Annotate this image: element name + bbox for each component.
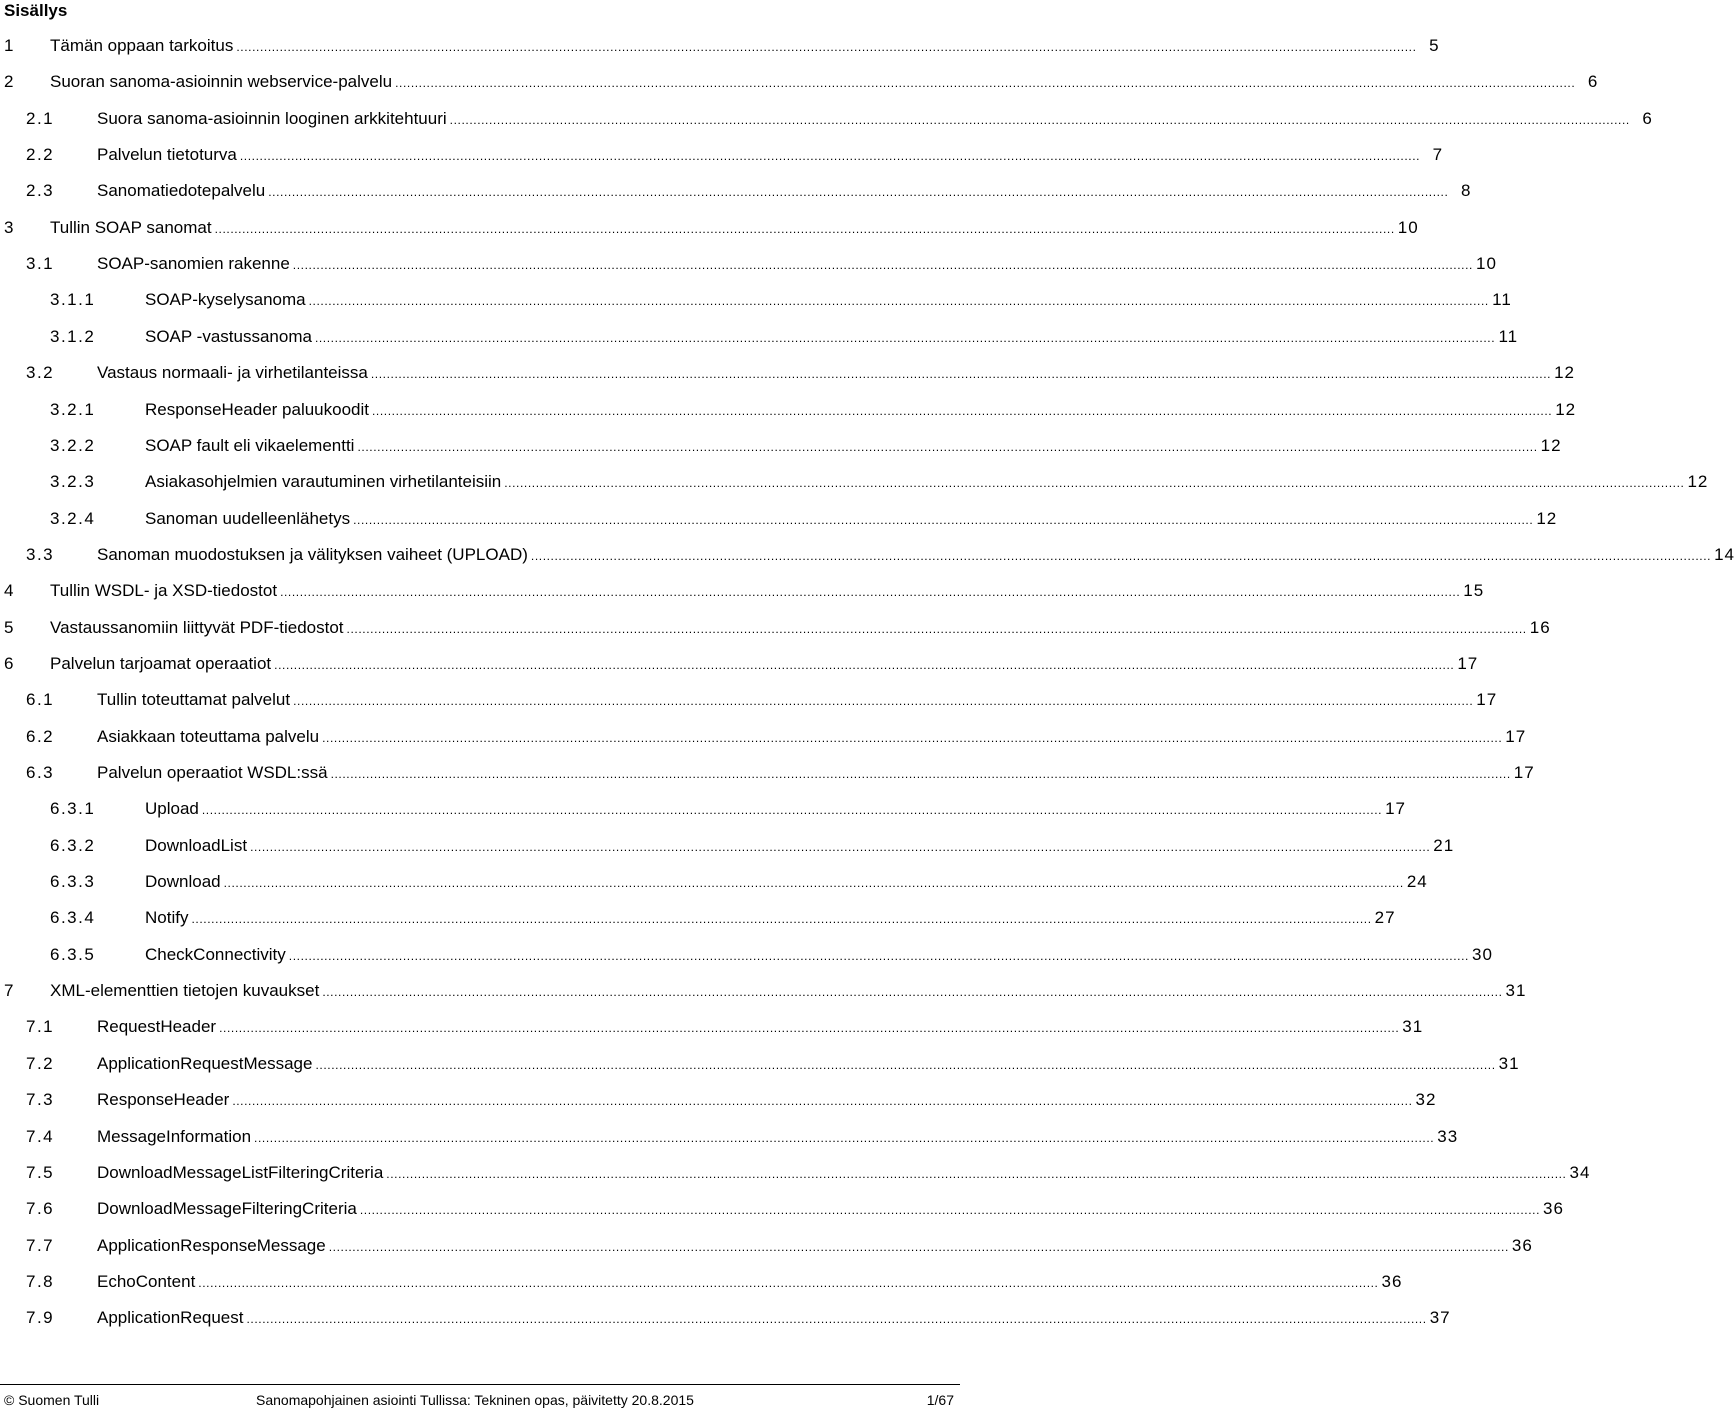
toc-entry[interactable]	[0, 1009, 1424, 1045]
toc-entry[interactable]	[0, 610, 1551, 646]
toc-entry-title-line	[145, 464, 1709, 501]
toc-entry-page: 10	[1475, 254, 1497, 274]
toc-entry-page: 37	[1429, 1308, 1451, 1328]
toc-dot-leader: ............................................................................................................................................................................................................................................................................................................	[214, 221, 1395, 236]
toc-dot-leader: ............................................................................................................................................................................................................................................................................................................	[395, 76, 1576, 91]
footer-document-title: Sanomapohjainen asiointi Tullissa: Tekninen opas, päivitetty 20.8.2015	[256, 1392, 694, 1408]
toc-dot-leader: ............................................................................................................................................................................................................................................................................................................	[191, 912, 1372, 927]
toc-entry-title-line	[145, 392, 1577, 429]
toc-entry-title-line	[145, 828, 1455, 865]
toc-entry-number: 6.3.1	[50, 799, 96, 819]
toc-entry-title-line	[97, 246, 1497, 283]
toc-entry-title-line	[97, 719, 1527, 756]
toc-entry-title: Palvelun tietoturva	[97, 145, 237, 165]
toc-entry-page: 34	[1569, 1162, 1591, 1182]
toc-entry-number: 6.3.5	[50, 944, 96, 964]
toc-entry-title-line	[97, 1046, 1520, 1083]
toc-entry-number: 4	[4, 581, 15, 601]
toc-entry-number: 6.3.2	[50, 835, 96, 855]
toc-entry-number: 5	[4, 617, 15, 637]
toc-entry-number: 7.1	[26, 1017, 55, 1037]
toc-dot-leader: ............................................................................................................................................................................................................................................................................................................	[328, 1239, 1509, 1254]
toc-entry-page: 14	[1714, 544, 1735, 564]
toc-entry-title-line	[50, 210, 1419, 247]
toc-entry-page: 5	[1429, 36, 1440, 55]
toc-dot-leader: ............................................................................................................................................................................................................................................................................................................	[315, 1057, 1496, 1072]
toc-entry-title: SOAP-sanomien rakenne	[97, 254, 290, 274]
toc-entry-title: ResponseHeader paluukoodit	[145, 399, 369, 419]
toc-entry-title: Suoran sanoma-asioinnin webservice-palvelu	[50, 72, 393, 92]
toc-dot-leader: ............................................................................................................................................................................................................................................................................................................	[250, 839, 1431, 854]
toc-entry-page: 11	[1498, 326, 1519, 346]
toc-entry-title: Sanoman uudelleenlähetys	[145, 508, 351, 528]
toc-entry-title-line	[97, 1119, 1459, 1156]
toc-entry[interactable]	[0, 573, 1485, 609]
toc-dot-leader: ............................................................................................................................................................................................................................................................................................................	[268, 185, 1449, 200]
toc-entry[interactable]	[0, 28, 1440, 64]
toc-entry-title: CheckConnectivity	[145, 944, 286, 964]
toc-entry[interactable]	[0, 210, 1419, 246]
toc-entry[interactable]	[0, 392, 1577, 428]
toc-entry-number: 3.1.1	[50, 290, 96, 310]
toc-entry[interactable]	[0, 1155, 1591, 1191]
toc-entry-title-line	[50, 573, 1485, 610]
toc-entry-title-line	[97, 1264, 1403, 1301]
toc-entry-page: 36	[1511, 1235, 1533, 1255]
toc-dot-leader: ............................................................................................................................................................................................................................................................................................................	[274, 657, 1455, 672]
toc-entry-title-line	[97, 682, 1498, 719]
toc-dot-leader: ............................................................................................................................................................................................................................................................................................................	[372, 403, 1553, 418]
toc-entry-page: 24	[1406, 872, 1428, 892]
toc-entry-page: 31	[1505, 981, 1527, 1001]
toc-entry[interactable]	[0, 828, 1455, 864]
toc-entry[interactable]	[0, 101, 1653, 137]
toc-entry-number: 3.2	[26, 363, 55, 383]
toc-entry[interactable]	[0, 646, 1479, 682]
toc-dot-leader: ............................................................................................................................................................................................................................................................................................................	[314, 330, 1496, 345]
toc-entry-title: Vastaus normaali- ja virhetilanteissa	[97, 363, 368, 383]
toc-entry[interactable]	[0, 1046, 1520, 1082]
toc-dot-leader: ............................................................................................................................................................................................................................................................................................................	[386, 1166, 1567, 1181]
toc-entry-title-line	[97, 1191, 1564, 1228]
toc-entry-number: 6.3.3	[50, 872, 96, 892]
toc-entry-number: 6	[4, 653, 15, 673]
toc-entry[interactable]	[0, 791, 1406, 827]
toc-entry-title: Download	[145, 872, 221, 892]
toc-entry[interactable]	[0, 900, 1396, 936]
toc-dot-leader: ............................................................................................................................................................................................................................................................................................................	[353, 512, 1534, 527]
toc-entry[interactable]	[0, 1119, 1459, 1155]
toc-entry-page: 36	[1543, 1199, 1564, 1219]
toc-entry-title: Tämän oppaan tarkoitus	[50, 36, 234, 55]
toc-entry[interactable]	[0, 355, 1575, 391]
toc-entry-title-line	[145, 864, 1428, 901]
toc-entry-page: 32	[1415, 1090, 1437, 1110]
toc-entry-title: Sanomatiedotepalvelu	[97, 181, 266, 201]
toc-dot-leader: ............................................................................................................................................................................................................................................................................................................	[219, 1021, 1400, 1036]
toc-entry-page: 12	[1555, 399, 1577, 419]
toc-entry-page: 17	[1457, 653, 1479, 673]
toc-entry-title-line	[97, 355, 1575, 392]
toc-entry-title: Tullin toteuttamat palvelut	[97, 690, 291, 710]
toc-entry[interactable]	[0, 1082, 1437, 1118]
toc-entry-title-line	[145, 428, 1562, 465]
toc-entry[interactable]	[0, 464, 1709, 500]
toc-dot-leader: ............................................................................................................................................................................................................................................................................................................	[239, 149, 1421, 164]
toc-entry-page: 10	[1397, 217, 1419, 237]
toc-entry-page: 12	[1687, 472, 1709, 492]
toc-entry[interactable]	[0, 64, 1599, 100]
toc-entry-number: 7.2	[26, 1053, 55, 1073]
toc-entry[interactable]	[0, 755, 1535, 791]
footer-page-number: 1/67	[926, 1392, 954, 1408]
toc-entry-title-line	[97, 537, 1735, 574]
toc-entry-title: ApplicationResponseMessage	[97, 1235, 326, 1255]
toc-dot-leader: ............................................................................................................................................................................................................................................................................................................	[359, 1203, 1541, 1218]
toc-entry[interactable]	[0, 1191, 1564, 1227]
toc-entry-number: 7.5	[26, 1162, 55, 1182]
toc-entry-number: 6.2	[26, 726, 55, 746]
toc-entry-page: 27	[1374, 908, 1396, 928]
toc-entry[interactable]	[0, 319, 1519, 355]
toc-entry-title: Asiakasohjelmien varautuminen virhetilanteisiin	[145, 472, 502, 492]
toc-entry-page: 31	[1498, 1053, 1520, 1073]
toc-entry-page: 12	[1554, 363, 1575, 383]
toc-entry-title-line	[50, 646, 1479, 683]
toc-heading: Sisällys	[4, 1, 68, 20]
toc-entry-number: 3	[4, 217, 15, 237]
toc-entry-page: 12	[1540, 435, 1562, 455]
toc-dot-leader: ............................................................................................................................................................................................................................................................................................................	[308, 294, 1489, 309]
toc-dot-leader: ............................................................................................................................................................................................................................................................................................................	[246, 1312, 1427, 1327]
toc-entry-title-line	[97, 755, 1535, 792]
toc-entry-title: SOAP -vastussanoma	[145, 326, 312, 346]
toc-entry-title: RequestHeader	[97, 1017, 217, 1037]
toc-entry-title: DownloadList	[145, 835, 248, 855]
toc-entry-number: 7.9	[26, 1308, 55, 1328]
toc-entry[interactable]	[0, 246, 1497, 282]
toc-entry[interactable]	[0, 537, 1735, 573]
toc-entry[interactable]	[0, 1228, 1533, 1264]
toc-dot-leader: ............................................................................................................................................................................................................................................................................................................	[292, 258, 1473, 273]
toc-entry-number: 3.2.2	[50, 435, 96, 455]
toc-dot-leader: ............................................................................................................................................................................................................................................................................................................	[254, 1130, 1435, 1145]
toc-entry-number: 2	[4, 72, 15, 92]
toc-entry-number: 6.1	[26, 690, 55, 710]
toc-entry-title: Palvelun tarjoamat operaatiot	[50, 653, 272, 673]
toc-dot-leader: ............................................................................................................................................................................................................................................................................................................	[223, 876, 1404, 891]
toc-entry-page: 11	[1492, 290, 1512, 310]
toc-entry[interactable]	[0, 864, 1428, 900]
toc-entry-page: 31	[1402, 1017, 1424, 1037]
toc-entry-title: Suora sanoma-asioinnin looginen arkkitehtuuri	[97, 108, 447, 128]
footer-divider	[0, 1384, 960, 1385]
toc-dot-leader: ............................................................................................................................................................................................................................................................................................................	[201, 803, 1383, 818]
toc-entry-number: 2.2	[26, 145, 55, 165]
toc-dot-leader: ............................................................................................................................................................................................................................................................................................................	[322, 730, 1503, 745]
toc-dot-leader: ............................................................................................................................................................................................................................................................................................................	[280, 585, 1461, 600]
toc-entry[interactable]	[0, 501, 1558, 537]
toc-entry-title-line	[50, 64, 1599, 101]
toc-entry-title: DownloadMessageFilteringCriteria	[97, 1199, 357, 1219]
toc-entry-page: 17	[1385, 799, 1406, 819]
toc-entry-page: 12	[1536, 508, 1558, 528]
toc-entry-title-line	[145, 937, 1493, 974]
toc-entry-page: 21	[1433, 835, 1455, 855]
toc-entry-number: 3.2.3	[50, 472, 96, 492]
toc-entry-number: 2.1	[26, 108, 55, 128]
toc-entry-title-line	[97, 1009, 1424, 1046]
toc-entry-number: 7	[4, 981, 15, 1001]
toc-entry-title-line	[145, 319, 1519, 356]
toc-entry-title: Notify	[145, 908, 189, 928]
toc-entry-title-line	[145, 791, 1406, 828]
toc-entry[interactable]	[0, 428, 1562, 464]
toc-entry-page: 8	[1460, 181, 1472, 201]
toc-entry-number: 2.3	[26, 181, 55, 201]
toc-entry-title-line	[97, 1228, 1533, 1265]
toc-entry-number: 7.3	[26, 1090, 55, 1110]
toc-entry-number: 7.8	[26, 1271, 55, 1291]
toc-entry-title: XML-elementtien tietojen kuvaukset	[50, 981, 320, 1001]
toc-entry-page: 7	[1432, 145, 1444, 165]
toc-dot-leader: ............................................................................................................................................................................................................................................................................................................	[288, 948, 1469, 963]
toc-dot-leader: ............................................................................................................................................................................................................................................................................................................	[346, 621, 1527, 636]
toc-entry-title-line	[145, 501, 1558, 538]
toc-entry-title: EchoContent	[97, 1271, 196, 1291]
toc-entry-title: Vastaussanomiin liittyvät PDF-tiedostot	[50, 617, 344, 637]
toc-entry-title: ResponseHeader	[97, 1090, 230, 1110]
toc-entry-title: DownloadMessageListFilteringCriteria	[97, 1162, 384, 1182]
toc-entry-number: 7.4	[26, 1126, 55, 1146]
toc-entry-page: 6	[1642, 108, 1653, 128]
toc-entry-title-line	[50, 28, 1440, 65]
toc-entry-title: MessageInformation	[97, 1126, 252, 1146]
toc-entry-title-line	[50, 973, 1527, 1010]
toc-entry-number: 6.3.4	[50, 908, 96, 928]
toc-entry-title: ApplicationRequest	[97, 1308, 244, 1328]
toc-dot-leader: ............................................................................................................................................................................................................................................................................................................	[370, 367, 1552, 382]
toc-entry-title: Upload	[145, 799, 199, 819]
toc-entry[interactable]	[0, 1264, 1403, 1300]
toc-entry-number: 6.3	[26, 763, 55, 782]
toc-dot-leader: ............................................................................................................................................................................................................................................................................................................	[232, 1094, 1413, 1109]
toc-entry-title-line	[97, 173, 1472, 210]
toc-entry-title: SOAP fault eli vikaelementti	[145, 435, 355, 455]
toc-entry-title: SOAP-kyselysanoma	[145, 290, 306, 310]
toc-entry[interactable]	[0, 682, 1498, 718]
toc-dot-leader: ............................................................................................................................................................................................................................................................................................................	[357, 439, 1538, 454]
toc-entry-title: Asiakkaan toteuttama palvelu	[97, 726, 320, 746]
toc-entry-number: 7.6	[26, 1199, 55, 1219]
footer-copyright: © Suomen Tulli	[4, 1392, 100, 1408]
toc-entry-number: 3.2.4	[50, 508, 96, 528]
toc-entry-title-line	[97, 101, 1653, 138]
toc-entry-title-line	[50, 610, 1551, 647]
toc-entry-number: 3.3	[26, 544, 55, 564]
toc-entry[interactable]	[0, 137, 1444, 173]
toc-dot-leader: ............................................................................................................................................................................................................................................................................................................	[449, 112, 1630, 127]
toc-entry-page: 17	[1505, 726, 1527, 746]
toc-entry[interactable]	[0, 719, 1527, 755]
toc-entry-title-line	[97, 1155, 1591, 1192]
toc-entry-title-line	[97, 1082, 1437, 1119]
toc-entry-number: 3.2.1	[50, 399, 96, 419]
toc-entry-page: 33	[1437, 1126, 1459, 1146]
toc-entry-number: 1	[4, 36, 15, 55]
toc-entry[interactable]	[0, 1300, 1451, 1336]
toc-entry-title: Tullin SOAP sanomat	[50, 217, 212, 237]
toc-dot-leader: ............................................................................................................................................................................................................................................................................................................	[504, 476, 1685, 491]
toc-entry-page: 17	[1513, 763, 1535, 782]
page-footer	[0, 1384, 960, 1413]
toc-entry[interactable]	[0, 282, 1512, 318]
toc-entry-page: 17	[1476, 690, 1498, 710]
toc-entry-title: ApplicationRequestMessage	[97, 1053, 313, 1073]
toc-entry-page: 30	[1471, 944, 1493, 964]
toc-entry-page: 6	[1587, 72, 1599, 92]
toc-dot-leader: ............................................................................................................................................................................................................................................................................................................	[293, 694, 1474, 709]
toc-entry-number: 7.7	[26, 1235, 55, 1255]
toc-entry-title: Sanoman muodostuksen ja välityksen vaiheet (UPLOAD)	[97, 544, 528, 564]
toc-entry[interactable]	[0, 973, 1527, 1009]
toc-entry-page: 16	[1529, 617, 1551, 637]
toc-entry-page: 15	[1463, 581, 1485, 601]
toc-entry-page: 36	[1381, 1271, 1403, 1291]
toc-dot-leader: ............................................................................................................................................................................................................................................................................................................	[198, 1275, 1379, 1290]
toc-dot-leader: ............................................................................................................................................................................................................................................................................................................	[330, 767, 1511, 781]
toc-entry-number: 3.1.2	[50, 326, 96, 346]
toc-dot-leader: ............................................................................................................................................................................................................................................................................................................	[530, 548, 1712, 563]
toc-entry-title-line	[97, 137, 1444, 174]
toc-entry-title: Palvelun operaatiot WSDL:ssä	[97, 763, 328, 782]
toc-dot-leader: ............................................................................................................................................................................................................................................................................................................	[236, 40, 1417, 54]
toc-entry-title: Tullin WSDL- ja XSD-tiedostot	[50, 581, 278, 601]
toc-entry-title-line	[145, 282, 1512, 319]
toc-entry[interactable]	[0, 937, 1493, 973]
toc-entry[interactable]	[0, 173, 1472, 209]
toc-entry-number: 3.1	[26, 254, 55, 274]
toc-entry-title-line	[97, 1300, 1451, 1337]
toc-dot-leader: ............................................................................................................................................................................................................................................................................................................	[322, 985, 1503, 1000]
toc-entry-title-line	[145, 900, 1396, 937]
